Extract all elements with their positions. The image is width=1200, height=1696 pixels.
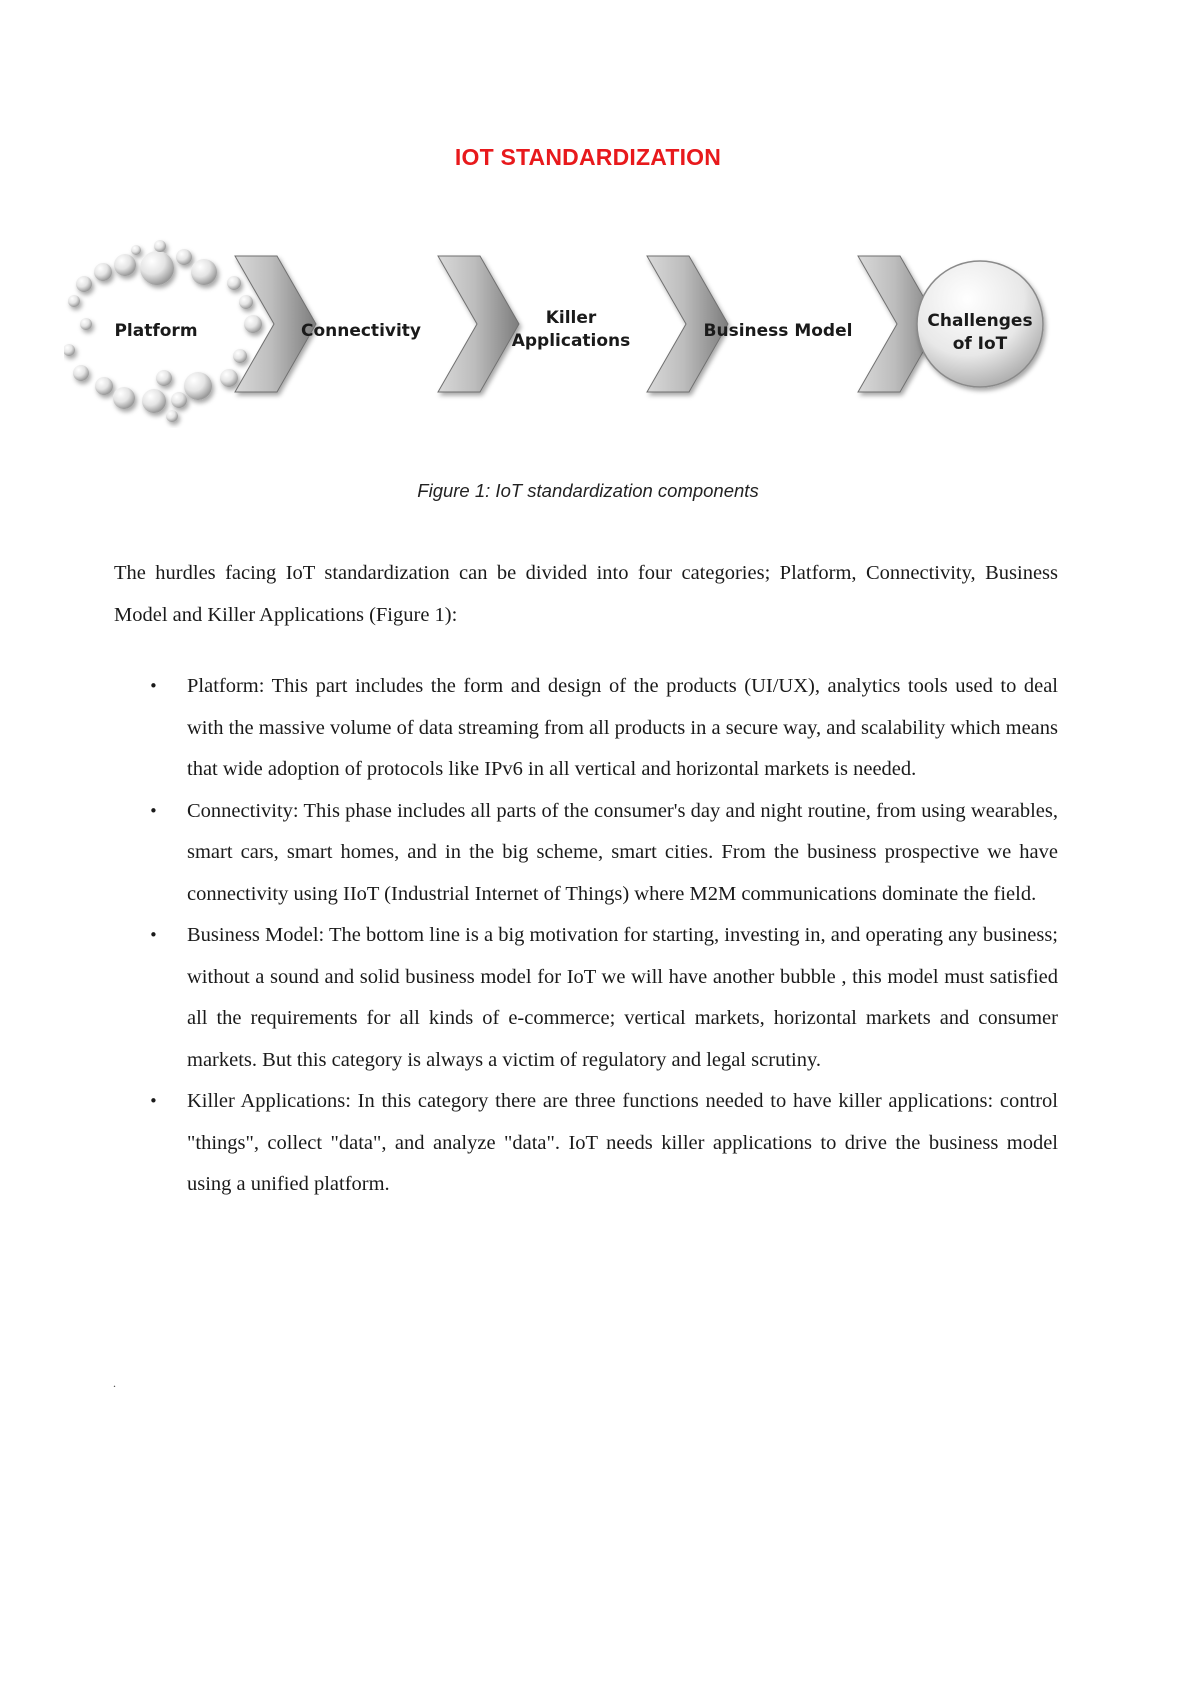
arrow-chevron-icon — [438, 256, 519, 392]
list-item-text: Business Model: The bottom line is a big motivation for starting, investing in, and operating any business; without a sound and solid business model for IoT we will have another bubble , this model must satisfied all the requirements for all kinds of e-commerce; vertical markets, horizontal markets and consumer markets. But this category is always a victim of regulatory and legal scrutiny. — [187, 924, 1058, 1071]
list-item — [114, 666, 1058, 791]
stray-mark: . — [113, 1376, 116, 1390]
bullet-dot-icon: • — [149, 1092, 158, 1110]
list-item-text: Connectivity: This phase includes all parts of the consumer's day and night routine, from using wearables, smart cars, smart homes, and in the big scheme, smart cities. From the business prospective we have connectivity using IIoT (Industrial Internet of Things) where M2M communications dominate the field. — [187, 799, 1058, 905]
list-item-text: Platform: This part includes the form and design of the products (UI/UX), analytics tools used to deal with the massive volume of data streaming from all products in a secure way, and scalability which means that wide adoption of protocols like IPv6 in all vertical and horizontal markets is needed. — [187, 675, 1058, 780]
step-challenges-label-line2: of IoT — [952, 334, 1008, 354]
step-killer-label-line2: Applications — [511, 331, 631, 351]
figure-caption: Figure 1: IoT standardization components — [417, 480, 759, 501]
step-connectivity-label: Connectivity — [300, 321, 422, 341]
list-item — [114, 915, 1058, 1081]
page-title: IOT STANDARDIZATION — [454, 144, 722, 170]
iot-components-diagram — [64, 238, 1144, 428]
categories-list — [114, 666, 1058, 1206]
step-business-model-label: Business Model — [703, 321, 853, 341]
bullet-dot-icon: • — [149, 801, 158, 820]
list-item — [114, 1081, 1058, 1206]
bullet-dot-icon: • — [149, 926, 158, 944]
step-killer-label-line1: Killer — [545, 308, 597, 328]
step-challenges-label-line1: Challenges — [927, 311, 1033, 331]
list-item — [114, 791, 1058, 916]
list-item-text: Killer Applications: In this category there are three functions needed to have killer applications: control "things", collect "data", and analyze "data". IoT needs killer applications to drive the business model using a unified platform. — [187, 1090, 1058, 1195]
bullet-dot-icon: • — [149, 677, 158, 695]
intro-paragraph: The hurdles facing IoT standardization can be divided into four categories; Platform, Connectivity, Business Model and Killer Applications (Figure 1): — [114, 562, 1058, 626]
step-platform-label: Platform — [114, 321, 198, 341]
